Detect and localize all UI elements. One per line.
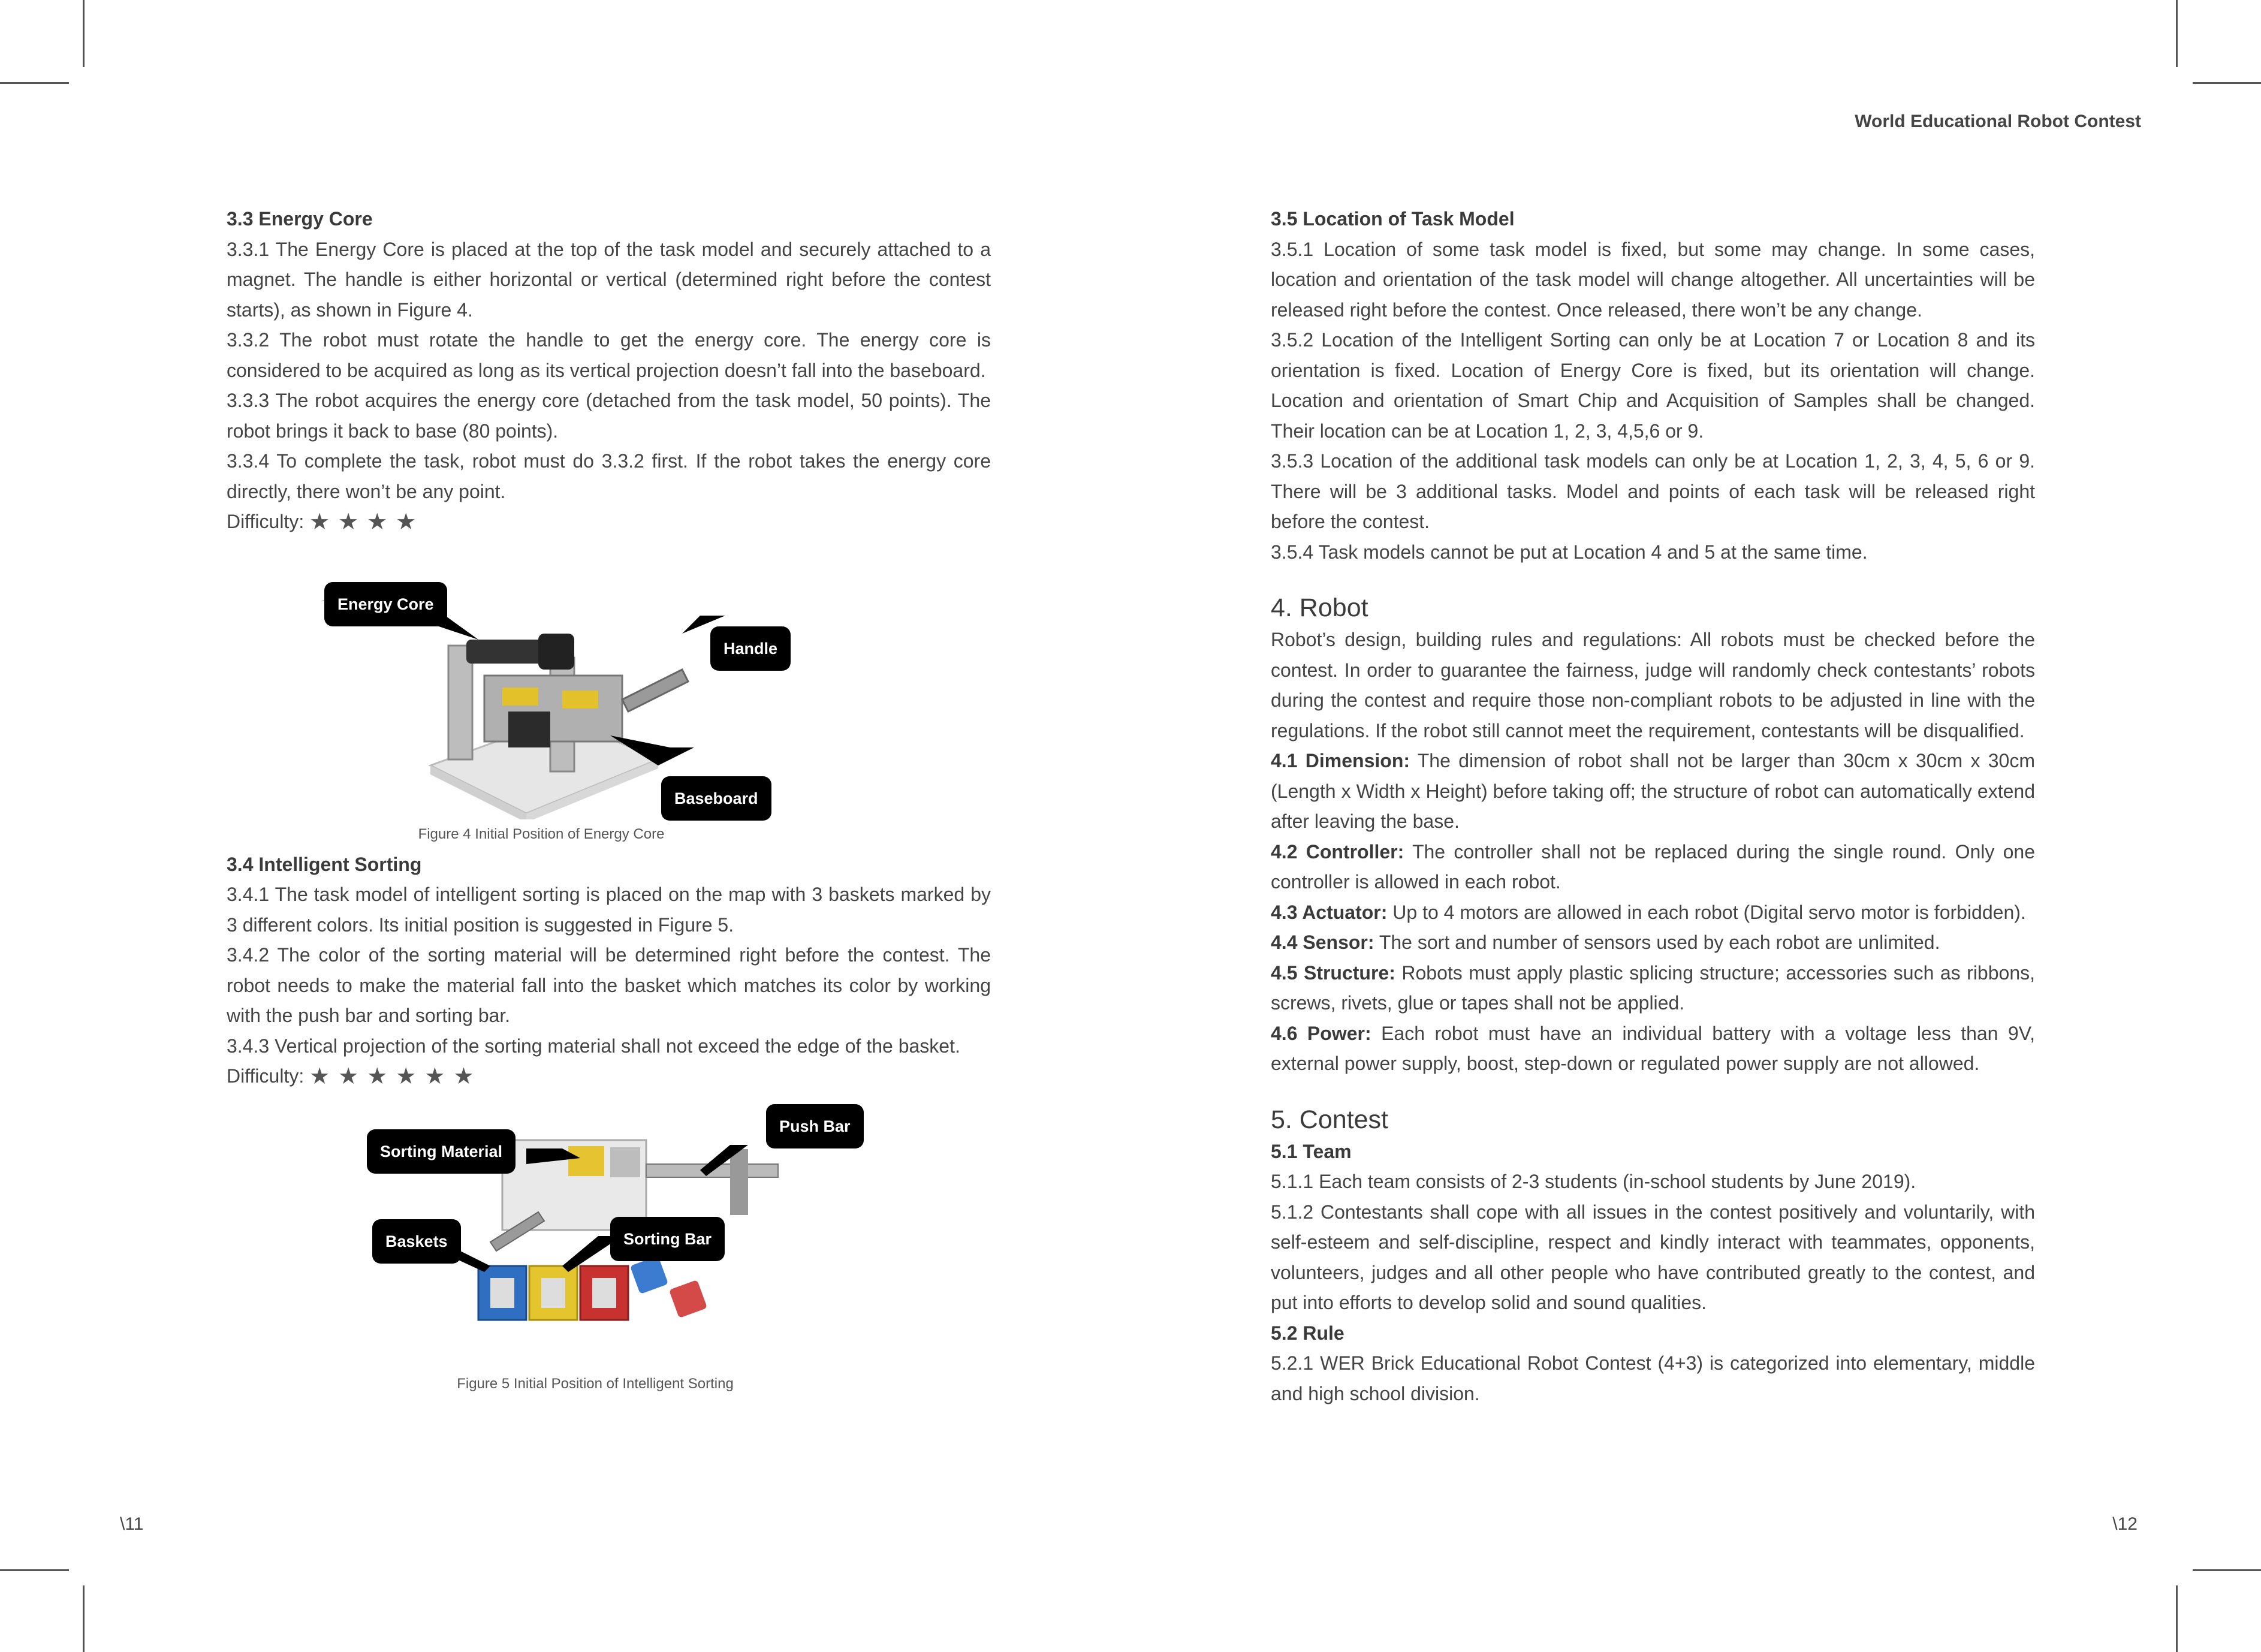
crop-mark	[83, 1585, 85, 1652]
item-label: 4.4 Sensor:	[1271, 931, 1374, 953]
callout-push-bar: Push Bar	[766, 1104, 864, 1148]
paragraph: 3.5.4 Task models cannot be put at Location 4 and 5 at the same time.	[1271, 541, 1868, 563]
difficulty-label: Difficulty:	[227, 511, 305, 532]
page-number-left: \11	[120, 1514, 144, 1534]
difficulty-stars: ★★★★	[309, 510, 425, 535]
section-spacer	[1271, 1079, 2035, 1103]
item-text: Up to 4 motors are allowed in each robot (Digital servo motor is forbidden).	[1387, 901, 2026, 923]
paragraph	[1271, 897, 2035, 928]
paragraph: 3.4.3 Vertical projection of the sorting material shall not exceed the edge of the basket.	[227, 1035, 960, 1057]
item-text: The sort and number of sensors used by each robot are unlimited.	[1374, 931, 1940, 953]
figure-energy-core	[227, 538, 991, 849]
paragraph	[1271, 958, 2035, 1018]
item-text: Robots must apply plastic splicing structure; accessories such as ribbons, screws, rivets, glue or tapes shall not be applied.	[1271, 961, 2036, 1014]
item-label: 4.5 Structure:	[1271, 961, 1395, 984]
paragraph: 3.3.2 The robot must rotate the handle to get the energy core. The energy core is considered to be acquired as long as its vertical projection doesn’t fall into the baseboard.	[227, 329, 991, 381]
difficulty-stars: ★★★★★★	[309, 1064, 483, 1089]
section-spacer	[1271, 567, 2035, 591]
callout-sorting-bar: Sorting Bar	[610, 1217, 725, 1261]
callout-baseboard: Baseboard	[661, 776, 771, 821]
figure-caption: Figure 5 Initial Position of Intelligent Sorting	[457, 1375, 734, 1392]
crop-mark	[0, 82, 69, 84]
item-text: Each robot must have an individual battery with a voltage less than 9V, external power supply, boost, step-down or regulated power supply are not allowed.	[1271, 1022, 2036, 1074]
paragraph: 3.4.1 The task model of intelligent sorting is placed on the map with 3 baskets marked by 3 different colors. Its initial position is suggested in Figure 5.	[227, 884, 991, 936]
difficulty-label: Difficulty:	[227, 1065, 305, 1087]
figure-caption: Figure 4 Initial Position of Energy Core	[418, 825, 665, 842]
difficulty-row	[227, 1061, 991, 1092]
paragraph	[1271, 837, 2035, 897]
paragraph: 3.5.3 Location of the additional task models can only be at Location 1, 2, 3, 4, 5, 6 or 9. There will be 3 additional tasks. Model and points of each task will be released right before the contest.	[1271, 450, 2035, 532]
chapter-heading: 4. Robot	[1271, 593, 1368, 622]
section-heading: 5.2 Rule	[1271, 1322, 1344, 1344]
item-label: 4.6 Power:	[1271, 1022, 1371, 1044]
section-heading: 3.3 Energy Core	[227, 208, 373, 230]
crop-mark	[2176, 0, 2178, 67]
right-page-column	[1271, 204, 2035, 1409]
paragraph: 5.1.2 Contestants shall cope with all issues in the contest positively and voluntarily, with self-esteem and self-discipline, respect and kindly interact with teammates, opponents, volunteers, judges and all other people who have contributed greatly to the contest, and put into efforts to develop solid and sound qualities.	[1271, 1201, 2035, 1313]
paragraph: 5.2.1 WER Brick Educational Robot Contest (4+3) is categorized into elementary, middle and high school division.	[1271, 1352, 2035, 1404]
section-heading: 3.4 Intelligent Sorting	[227, 853, 422, 875]
paragraph: 5.1.1 Each team consists of 2-3 students (in-school students by June 2019).	[1271, 1171, 1916, 1192]
crop-mark	[83, 0, 85, 67]
crop-mark	[2193, 1569, 2261, 1571]
item-text: The dimension of robot shall not be larger than 30cm x 30cm x 30cm (Length x Width x Height) before taking off; the structure of robot can automatically extend after leaving the base.	[1271, 750, 2036, 832]
paragraph: 3.4.2 The color of the sorting material will be determined right before the contest. The robot needs to make the material fall into the basket which matches its color by working with the push bar and sorting bar.	[227, 944, 991, 1026]
figure-intelligent-sorting	[227, 1092, 991, 1428]
paragraph: 3.5.2 Location of the Intelligent Sorting can only be at Location 7 or Location 8 and its orientation is fixed. Location of Energy Core is fixed, but its orientation will change. Location and orientation of Smart Chip and Acquisition of Samples shall be changed. Their location can be at Location 1, 2, 3, 4,5,6 or 9.	[1271, 329, 2035, 442]
item-label: 4.2 Controller:	[1271, 840, 1404, 863]
callout-energy-core: Energy Core	[324, 582, 447, 626]
crop-mark	[2176, 1585, 2178, 1652]
callout-baskets: Baskets	[372, 1219, 461, 1264]
crop-mark	[2193, 82, 2261, 84]
paragraph	[1271, 1018, 2035, 1079]
item-label: 4.1 Dimension:	[1271, 750, 1410, 771]
paragraph: 3.5.1 Location of some task model is fixed, but some may change. In some cases, location and orientation of the task model will change altogether. All uncertainties will be released right before the contest. Once released, there won’t be any change.	[1271, 238, 2035, 321]
crop-mark	[0, 1569, 69, 1571]
energy-core-model-illustration	[227, 538, 991, 819]
callout-sorting-material: Sorting Material	[367, 1129, 515, 1174]
chapter-heading: 5. Contest	[1271, 1105, 1388, 1134]
section-heading: 3.5 Location of Task Model	[1271, 208, 1515, 230]
paragraph: 3.3.1 The Energy Core is placed at the top of the task model and securely attached to a magnet. The handle is either horizontal or vertical (determined right before the contest starts), as shown in Figure 4.	[227, 238, 991, 321]
paragraph: 3.3.3 The robot acquires the energy core (detached from the task model, 50 points). The robot brings it back to base (80 points).	[227, 390, 991, 442]
difficulty-row	[227, 507, 991, 538]
paragraph	[1271, 927, 2035, 958]
page-number-right: \12	[2112, 1514, 2138, 1534]
left-page-column	[227, 204, 991, 1428]
section-heading: 5.1 Team	[1271, 1140, 1352, 1162]
item-label: 4.3 Actuator:	[1271, 901, 1388, 923]
paragraph	[1271, 746, 2035, 837]
callout-handle: Handle	[710, 626, 791, 671]
paragraph: 3.3.4 To complete the task, robot must do 3.3.2 first. If the robot takes the energy core directly, there won’t be any point.	[227, 450, 991, 502]
paragraph: Robot’s design, building rules and regulations: All robots must be checked before the contest. In order to guarantee the fairness, judge will randomly check contestants’ robots during the contest and require those non-compliant robots to be adjusted in line with the regulations. If the robot still cannot meet the requirement, contestants will be disqualified.	[1271, 629, 2035, 741]
item-text: The controller shall not be replaced during the single round. Only one controller is allowed in each robot.	[1271, 840, 2036, 893]
running-header: World Educational Robot Contest	[1855, 111, 2141, 131]
intelligent-sorting-model-illustration	[227, 1092, 991, 1392]
